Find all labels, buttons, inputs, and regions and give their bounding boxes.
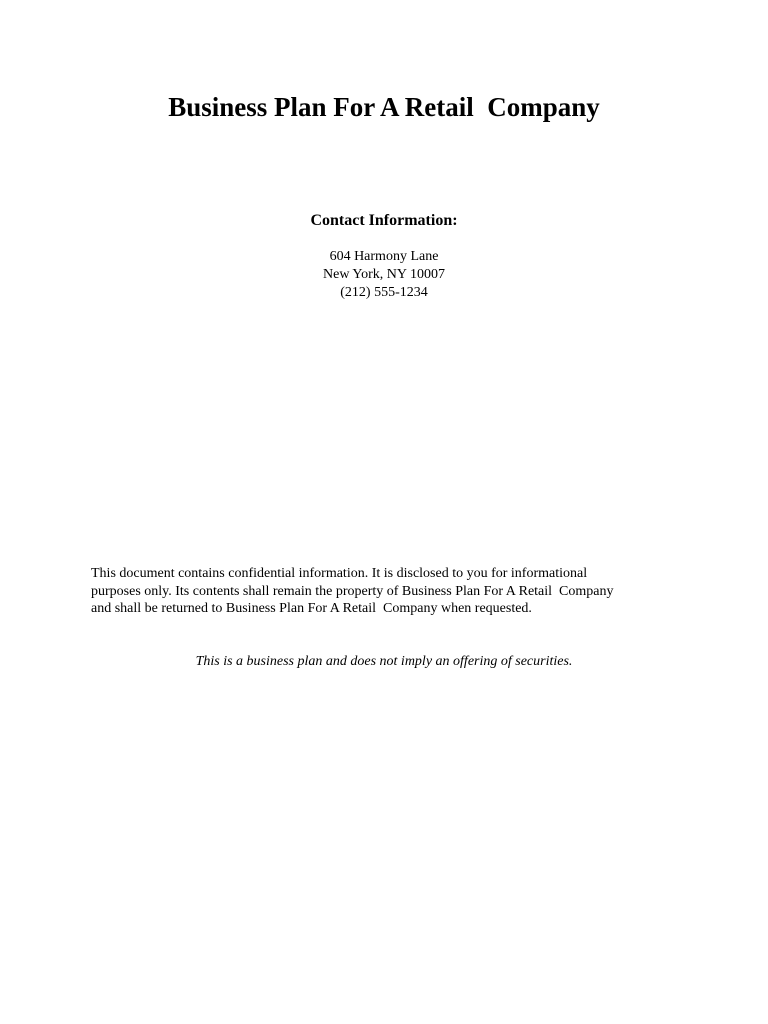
securities-disclaimer: This is a business plan and does not imply an offering of securities. (195, 654, 573, 669)
confidentiality-line: purposes only. Its contents shall remain the property of Business Plan For A Retail Company (91, 583, 614, 599)
confidentiality-notice (91, 565, 691, 618)
address-street: 604 Harmony Lane (329, 249, 439, 264)
address-city-state-zip: New York, NY 10007 (323, 267, 445, 282)
contact-address (0, 248, 768, 302)
contact-heading: Contact Information: (310, 212, 458, 229)
document-title: Business Plan For A Retail Company (168, 92, 600, 122)
address-phone: (212) 555-1234 (340, 285, 428, 300)
confidentiality-line: and shall be returned to Business Plan For A Retail Company when requested. (91, 601, 532, 616)
confidentiality-line: This document contains confidential information. It is disclosed to you for informational (91, 566, 588, 581)
